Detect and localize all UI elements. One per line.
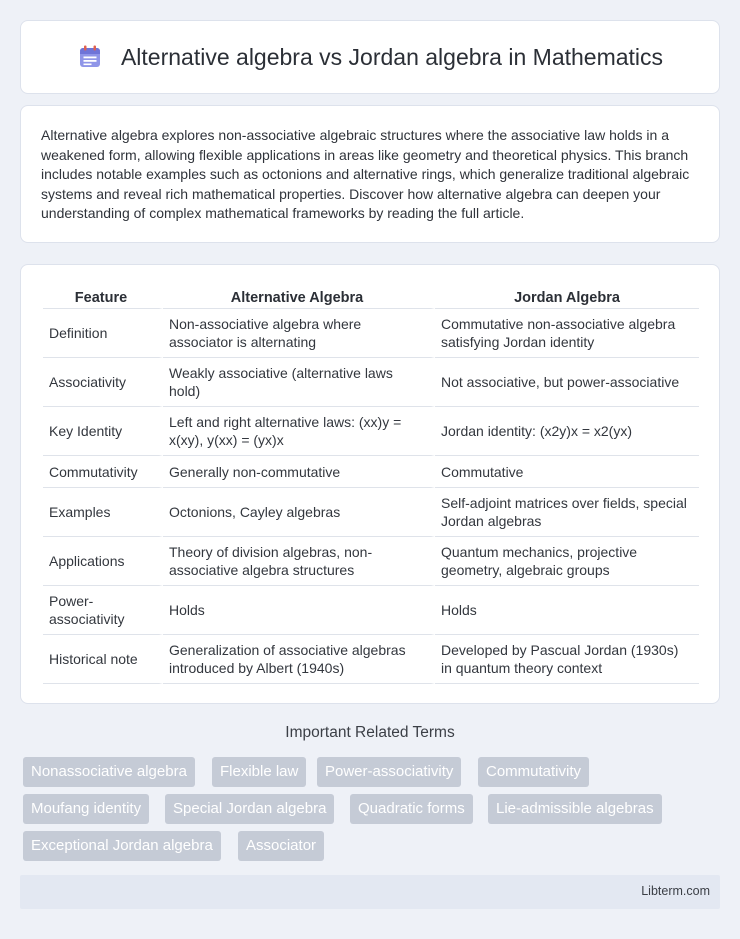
alternative-cell: Left and right alternative laws: (xx)y = x(xy), y(xx) = (yx)x bbox=[163, 407, 435, 456]
feature-cell: Applications bbox=[43, 537, 163, 586]
feature-cell: Associativity bbox=[43, 358, 163, 407]
jordan-cell: Commutative non-associative algebra satisfying Jordan identity bbox=[435, 309, 699, 358]
jordan-cell: Quantum mechanics, projective geometry, algebraic groups bbox=[435, 537, 699, 586]
table-row bbox=[43, 488, 699, 537]
header-card bbox=[20, 20, 720, 94]
column-header-jordan: Jordan Algebra bbox=[435, 285, 699, 309]
jordan-cell: Holds bbox=[435, 586, 699, 635]
jordan-cell: Jordan identity: (x2y)x = x2(yx) bbox=[435, 407, 699, 456]
related-terms-title: Important Related Terms bbox=[285, 724, 455, 741]
alternative-cell: Theory of division algebras, non-associative algebra structures bbox=[163, 537, 435, 586]
feature-cell: Power-associativity bbox=[43, 586, 163, 635]
tag-special-jordan-algebra[interactable]: Special Jordan algebra bbox=[165, 794, 334, 824]
jordan-cell: Self-adjoint matrices over fields, special Jordan algebras bbox=[435, 488, 699, 537]
feature-cell: Key Identity bbox=[43, 407, 163, 456]
table-row bbox=[43, 358, 699, 407]
tag-power-associativity[interactable]: Power-associativity bbox=[317, 757, 461, 787]
jordan-cell: Developed by Pascual Jordan (1930s) in quantum theory context bbox=[435, 635, 699, 684]
tag-exceptional-jordan-algebra[interactable]: Exceptional Jordan algebra bbox=[23, 831, 221, 861]
alternative-cell: Non-associative algebra where associator is alternating bbox=[163, 309, 435, 358]
calendar-icon bbox=[77, 44, 103, 70]
tag-associator[interactable]: Associator bbox=[238, 831, 324, 861]
table-row bbox=[43, 407, 699, 456]
comparison-table bbox=[43, 285, 699, 684]
table-row bbox=[43, 635, 699, 684]
footer-brand[interactable]: Libterm.com bbox=[641, 884, 710, 898]
alternative-cell: Generally non-commutative bbox=[163, 456, 435, 488]
tag-flexible-law[interactable]: Flexible law bbox=[212, 757, 306, 787]
alternative-cell: Generalization of associative algebras introduced by Albert (1940s) bbox=[163, 635, 435, 684]
column-header-alternative: Alternative Algebra bbox=[163, 285, 435, 309]
jordan-cell: Commutative bbox=[435, 456, 699, 488]
tag-lie-admissible-algebras[interactable]: Lie-admissible algebras bbox=[488, 794, 662, 824]
jordan-cell: Not associative, but power-associative bbox=[435, 358, 699, 407]
alternative-cell: Weakly associative (alternative laws hold) bbox=[163, 358, 435, 407]
table-row bbox=[43, 586, 699, 635]
footer bbox=[20, 875, 720, 909]
feature-cell: Historical note bbox=[43, 635, 163, 684]
header bbox=[77, 44, 663, 71]
page-title: Alternative algebra vs Jordan algebra in Mathematics bbox=[120, 43, 664, 70]
intro-paragraph: Alternative algebra explores non-associative algebraic structures where the associative law holds in a weakened form, allowing flexible applications in areas like geometry and theoretical physics. This branch includes notable examples such as octonions and alternative rings, which generalize traditional algebraic systems and reveal rich mathematical properties. Discover how alternative algebra can deepen your understanding of complex mathematical frameworks by reading the full article. bbox=[41, 127, 690, 221]
alternative-cell: Octonions, Cayley algebras bbox=[163, 488, 435, 537]
tag-commutativity[interactable]: Commutativity bbox=[478, 757, 589, 787]
table-header-row bbox=[43, 285, 699, 309]
feature-cell: Commutativity bbox=[43, 456, 163, 488]
intro-card bbox=[20, 105, 720, 243]
column-header-feature: Feature bbox=[43, 285, 163, 309]
alternative-cell: Holds bbox=[163, 586, 435, 635]
feature-cell: Definition bbox=[43, 309, 163, 358]
table-row bbox=[43, 456, 699, 488]
tag-moufang-identity[interactable]: Moufang identity bbox=[23, 794, 149, 824]
comparison-card bbox=[20, 264, 720, 704]
table-row bbox=[43, 537, 699, 586]
tag-quadratic-forms[interactable]: Quadratic forms bbox=[350, 794, 473, 824]
tag-nonassociative-algebra[interactable]: Nonassociative algebra bbox=[23, 757, 195, 787]
table-row bbox=[43, 309, 699, 358]
feature-cell: Examples bbox=[43, 488, 163, 537]
